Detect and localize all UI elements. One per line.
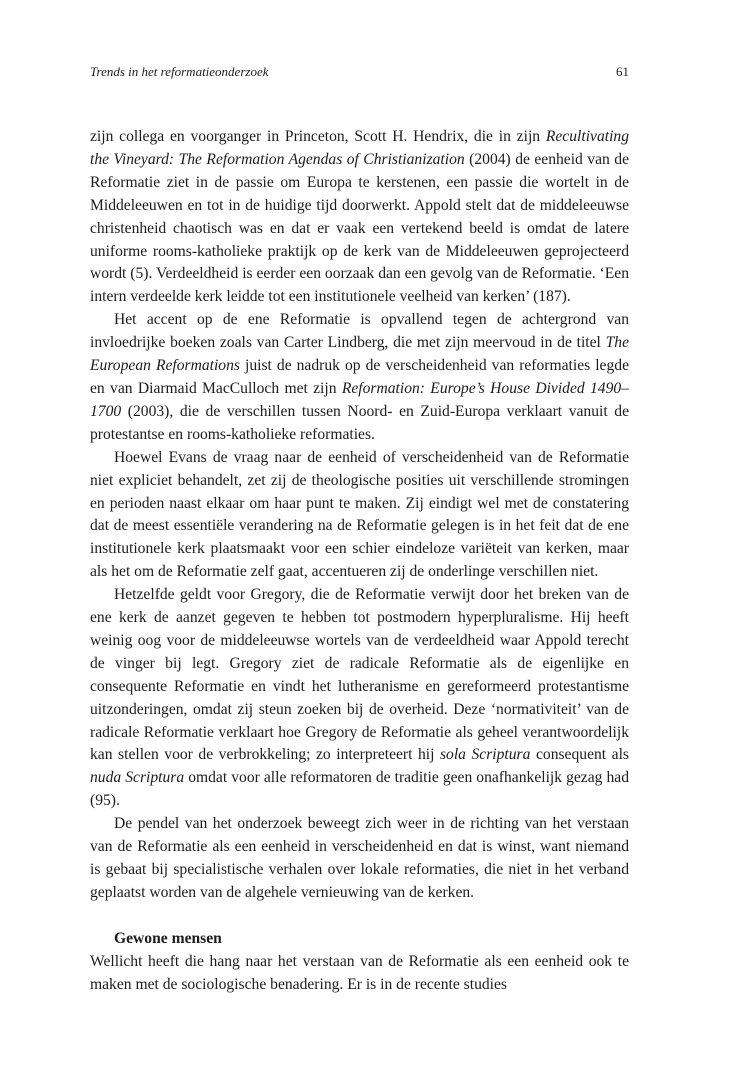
paragraph-5 xyxy=(90,813,629,905)
text-run: Het accent op de ene Reformatie is opvallend tegen de achtergrond van invloedrijke boeken zoals van Carter Lindberg, die met zijn meervoud in de titel xyxy=(90,311,629,352)
text-run: Hoewel Evans de vraag naar de eenheid of verscheidenheid van de Reformatie niet expliciet behandelt, zet zij de theologische posities uit verschillende stromingen en perioden naast elkaar om haar punt te maken. Zij eindigt wel met de constatering dat de meest essentiële verandering na de Reformatie gelegen is in het feit dat de ene institutionele kerk plaatsmaakt voor een schier eindeloze variëteit van kerken, maar als het om de Reformatie zelf gaat, accentueren zij de onderlinge verschillen niet. xyxy=(90,448,629,581)
body-text xyxy=(90,126,629,996)
text-run: zijn collega en voorganger in Princeton, Scott H. Hendrix, die in zijn xyxy=(90,128,546,145)
page-number: 61 xyxy=(616,64,629,79)
term-nuda-scriptura: nuda Scriptura xyxy=(90,769,185,787)
book-title-recultivating: Recultivating the Vineyard: The Reformation Agendas of Christianization xyxy=(90,128,629,168)
section-heading: Gewone mensen xyxy=(114,929,222,947)
running-title: Trends in het reformatieonderzoek xyxy=(90,64,269,79)
text-run: (2003), die de verschillen tussen Noord- en Zuid-Europa verklaart vanuit de protestantse en rooms-katholieke reformaties. xyxy=(90,402,629,443)
section-paragraph: Wellicht heeft die hang naar het verstaan van de Reformatie als een eenheid ook te maken met de sociologische benadering. Er is in de recente studies xyxy=(90,952,629,993)
book-title-european-reformations: The European Reformations xyxy=(90,334,629,375)
text-run: consequent als xyxy=(530,746,629,764)
paragraph-4 xyxy=(90,584,629,813)
text-run: De pendel van het onderzoek beweegt zich weer in de richting van het verstaan van de Reformatie als een eenheid in verscheidenheid en dat is winst, want niemand is gebaat bij specialistische verhalen over lokale reformaties, die niet in het verband geplaatst worden van de algehele vernieuwing van de kerken. xyxy=(90,815,629,901)
paragraph-1 xyxy=(90,126,629,309)
text-run: Hetzelfde geldt voor Gregory, die de Reformatie verwijt door het breken van de ene kerk de aanzet gegeven te hebben tot postmodern hyperpluralisme. Hij heeft weinig oog voor de middeleeuwse wortels van de verdeeldheid waar Appold terecht de vinger bij legt. Gregory ziet de radicale Reformatie als de eigenlijke en consequente Reformatie en vindt het lutheranisme en gereformeerd protestantisme uitzonderingen, omdat zij steun zoeken bij de overheid. Deze ‘normativiteit’ van de radicale Reformatie verklaart hoe Gregory de Reformatie als geheel verantwoordelijk kan stellen voor de verbrokkeling; zo interpreteert hij xyxy=(90,586,629,764)
term-sola-scriptura: sola Scriptura xyxy=(439,746,531,764)
running-head xyxy=(90,62,629,82)
text-run: omdat voor alle reformatoren de traditie geen onafhankelijk gezag had (95). xyxy=(90,769,629,810)
paragraph-2 xyxy=(90,309,629,446)
text-run: (2004) de eenheid van de Reformatie ziet in de passie om Europa te kerstenen, een passie die wortelt in de Middeleeuwen en tot in de huidige tijd doorwerkt. Appold stelt dat de middeleeuwse christenheid chaotisch was en dat er vaak een vertekend beeld is omdat de latere uniforme rooms-katholieke praktijk op de kerk van de Middeleeuwen geprojecteerd wordt (5). Verdeeldheid is eerder een oorzaak dan een gevolg van de Reformatie. ‘Een intern verdeelde kerk leidde tot een institutionele veelheid van kerken’ (187). xyxy=(90,150,629,306)
book-title-house-divided: Reformation: Europe’s House Divided 1490–1700 xyxy=(90,379,629,420)
paragraph-3 xyxy=(90,447,629,584)
text-run: juist de nadruk op de verscheidenheid van reformaties legde en van Diarmaid MacCulloch met zijn xyxy=(90,357,629,397)
